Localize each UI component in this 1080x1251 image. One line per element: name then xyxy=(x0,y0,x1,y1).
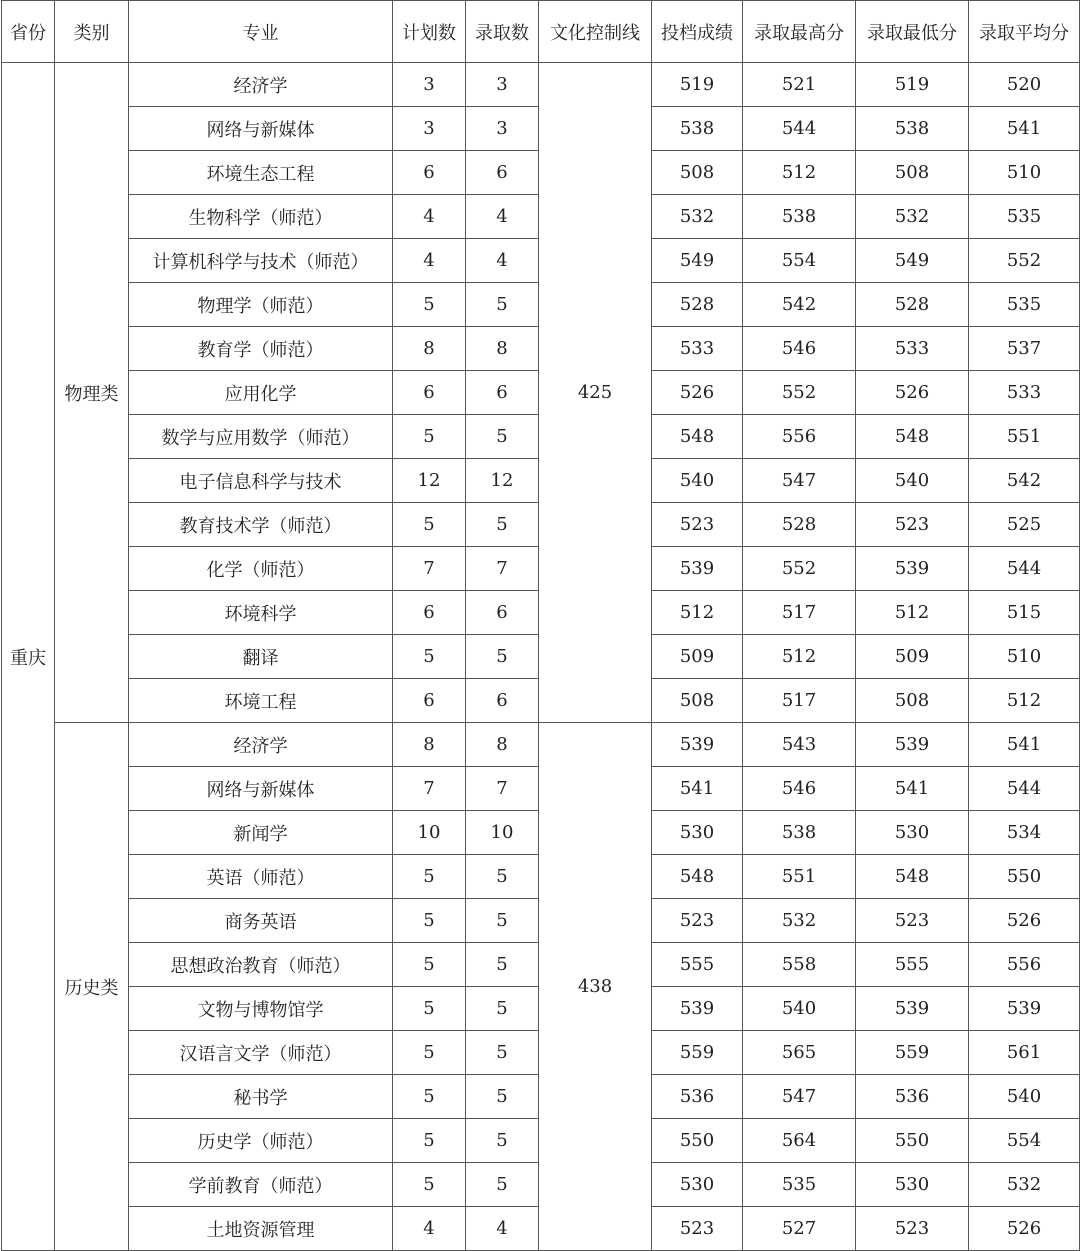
avg-score-cell: 551 xyxy=(969,415,1080,459)
avg-score-cell: 526 xyxy=(969,899,1080,943)
avg-score-cell: 532 xyxy=(969,1163,1080,1207)
avg-score-cell: 535 xyxy=(969,195,1080,239)
admitted-cell: 5 xyxy=(466,1075,539,1119)
admitted-cell: 10 xyxy=(466,811,539,855)
header-row xyxy=(2,1,1080,63)
admitted-cell: 4 xyxy=(466,239,539,283)
plan-cell: 5 xyxy=(393,987,466,1031)
admitted-cell: 3 xyxy=(466,107,539,151)
file-score-cell: 540 xyxy=(652,459,743,503)
file-score-cell: 541 xyxy=(652,767,743,811)
table-body xyxy=(2,63,1080,1251)
min-score-cell: 508 xyxy=(856,151,969,195)
min-score-cell: 548 xyxy=(856,415,969,459)
avg-score-cell: 539 xyxy=(969,987,1080,1031)
file-score-cell: 533 xyxy=(652,327,743,371)
min-score-cell: 530 xyxy=(856,811,969,855)
file-score-cell: 539 xyxy=(652,547,743,591)
min-score-cell: 509 xyxy=(856,635,969,679)
plan-cell: 7 xyxy=(393,767,466,811)
plan-cell: 8 xyxy=(393,327,466,371)
min-score-cell: 532 xyxy=(856,195,969,239)
plan-cell: 5 xyxy=(393,635,466,679)
file-score-cell: 508 xyxy=(652,151,743,195)
major-cell: 经济学 xyxy=(129,723,393,767)
file-score-cell: 536 xyxy=(652,1075,743,1119)
avg-score-cell: 512 xyxy=(969,679,1080,723)
max-score-cell: 517 xyxy=(743,679,856,723)
header-category: 类别 xyxy=(55,1,129,63)
major-cell: 翻译 xyxy=(129,635,393,679)
max-score-cell: 532 xyxy=(743,899,856,943)
min-score-cell: 549 xyxy=(856,239,969,283)
min-score-cell: 519 xyxy=(856,63,969,107)
admitted-cell: 12 xyxy=(466,459,539,503)
max-score-cell: 556 xyxy=(743,415,856,459)
major-cell: 思想政治教育（师范） xyxy=(129,943,393,987)
plan-cell: 5 xyxy=(393,943,466,987)
min-score-cell: 550 xyxy=(856,1119,969,1163)
max-score-cell: 552 xyxy=(743,547,856,591)
major-cell: 教育技术学（师范） xyxy=(129,503,393,547)
plan-cell: 3 xyxy=(393,63,466,107)
major-cell: 商务英语 xyxy=(129,899,393,943)
max-score-cell: 547 xyxy=(743,459,856,503)
plan-cell: 5 xyxy=(393,283,466,327)
avg-score-cell: 541 xyxy=(969,723,1080,767)
plan-cell: 5 xyxy=(393,1163,466,1207)
major-cell: 化学（师范） xyxy=(129,547,393,591)
min-score-cell: 523 xyxy=(856,899,969,943)
admitted-cell: 3 xyxy=(466,63,539,107)
min-score-cell: 508 xyxy=(856,679,969,723)
avg-score-cell: 542 xyxy=(969,459,1080,503)
admitted-cell: 6 xyxy=(466,679,539,723)
avg-score-cell: 535 xyxy=(969,283,1080,327)
control-line-cell: 438 xyxy=(539,723,652,1251)
max-score-cell: 512 xyxy=(743,635,856,679)
min-score-cell: 528 xyxy=(856,283,969,327)
file-score-cell: 539 xyxy=(652,987,743,1031)
major-cell: 环境生态工程 xyxy=(129,151,393,195)
file-score-cell: 550 xyxy=(652,1119,743,1163)
min-score-cell: 526 xyxy=(856,371,969,415)
plan-cell: 8 xyxy=(393,723,466,767)
admitted-cell: 5 xyxy=(466,1163,539,1207)
category-cell: 物理类 xyxy=(55,63,129,723)
min-score-cell: 555 xyxy=(856,943,969,987)
control-line-cell: 425 xyxy=(539,63,652,723)
file-score-cell: 528 xyxy=(652,283,743,327)
admitted-cell: 5 xyxy=(466,987,539,1031)
header-admitted: 录取数 xyxy=(466,1,539,63)
plan-cell: 6 xyxy=(393,591,466,635)
plan-cell: 6 xyxy=(393,679,466,723)
min-score-cell: 538 xyxy=(856,107,969,151)
max-score-cell: 547 xyxy=(743,1075,856,1119)
avg-score-cell: 552 xyxy=(969,239,1080,283)
min-score-cell: 539 xyxy=(856,547,969,591)
file-score-cell: 539 xyxy=(652,723,743,767)
header-avg-score: 录取平均分 xyxy=(969,1,1080,63)
max-score-cell: 564 xyxy=(743,1119,856,1163)
major-cell: 计算机科学与技术（师范） xyxy=(129,239,393,283)
min-score-cell: 541 xyxy=(856,767,969,811)
min-score-cell: 536 xyxy=(856,1075,969,1119)
min-score-cell: 539 xyxy=(856,987,969,1031)
file-score-cell: 519 xyxy=(652,63,743,107)
max-score-cell: 542 xyxy=(743,283,856,327)
file-score-cell: 523 xyxy=(652,1207,743,1251)
plan-cell: 10 xyxy=(393,811,466,855)
max-score-cell: 540 xyxy=(743,987,856,1031)
min-score-cell: 539 xyxy=(856,723,969,767)
file-score-cell: 523 xyxy=(652,899,743,943)
major-cell: 应用化学 xyxy=(129,371,393,415)
min-score-cell: 512 xyxy=(856,591,969,635)
plan-cell: 12 xyxy=(393,459,466,503)
admitted-cell: 6 xyxy=(466,371,539,415)
min-score-cell: 530 xyxy=(856,1163,969,1207)
admitted-cell: 5 xyxy=(466,283,539,327)
file-score-cell: 530 xyxy=(652,811,743,855)
plan-cell: 7 xyxy=(393,547,466,591)
avg-score-cell: 550 xyxy=(969,855,1080,899)
major-cell: 数学与应用数学（师范） xyxy=(129,415,393,459)
major-cell: 网络与新媒体 xyxy=(129,107,393,151)
file-score-cell: 523 xyxy=(652,503,743,547)
admitted-cell: 6 xyxy=(466,151,539,195)
admitted-cell: 5 xyxy=(466,855,539,899)
max-score-cell: 538 xyxy=(743,811,856,855)
max-score-cell: 565 xyxy=(743,1031,856,1075)
admitted-cell: 8 xyxy=(466,327,539,371)
avg-score-cell: 520 xyxy=(969,63,1080,107)
avg-score-cell: 554 xyxy=(969,1119,1080,1163)
admissions-table xyxy=(1,0,1080,1251)
major-cell: 历史学（师范） xyxy=(129,1119,393,1163)
max-score-cell: 546 xyxy=(743,767,856,811)
major-cell: 汉语言文学（师范） xyxy=(129,1031,393,1075)
min-score-cell: 523 xyxy=(856,1207,969,1251)
file-score-cell: 559 xyxy=(652,1031,743,1075)
max-score-cell: 527 xyxy=(743,1207,856,1251)
avg-score-cell: 561 xyxy=(969,1031,1080,1075)
max-score-cell: 551 xyxy=(743,855,856,899)
major-cell: 英语（师范） xyxy=(129,855,393,899)
header-plan: 计划数 xyxy=(393,1,466,63)
max-score-cell: 558 xyxy=(743,943,856,987)
admitted-cell: 5 xyxy=(466,1119,539,1163)
file-score-cell: 555 xyxy=(652,943,743,987)
header-min-score: 录取最低分 xyxy=(856,1,969,63)
header-province: 省份 xyxy=(2,1,55,63)
avg-score-cell: 510 xyxy=(969,635,1080,679)
admitted-cell: 4 xyxy=(466,1207,539,1251)
admitted-cell: 5 xyxy=(466,1031,539,1075)
category-cell: 历史类 xyxy=(55,723,129,1251)
min-score-cell: 548 xyxy=(856,855,969,899)
plan-cell: 4 xyxy=(393,1207,466,1251)
file-score-cell: 549 xyxy=(652,239,743,283)
plan-cell: 5 xyxy=(393,503,466,547)
table-row xyxy=(2,63,1080,107)
avg-score-cell: 556 xyxy=(969,943,1080,987)
file-score-cell: 508 xyxy=(652,679,743,723)
plan-cell: 5 xyxy=(393,1075,466,1119)
max-score-cell: 554 xyxy=(743,239,856,283)
major-cell: 土地资源管理 xyxy=(129,1207,393,1251)
major-cell: 新闻学 xyxy=(129,811,393,855)
major-cell: 经济学 xyxy=(129,63,393,107)
min-score-cell: 533 xyxy=(856,327,969,371)
major-cell: 环境工程 xyxy=(129,679,393,723)
avg-score-cell: 533 xyxy=(969,371,1080,415)
major-cell: 文物与博物馆学 xyxy=(129,987,393,1031)
major-cell: 电子信息科学与技术 xyxy=(129,459,393,503)
plan-cell: 6 xyxy=(393,151,466,195)
file-score-cell: 548 xyxy=(652,415,743,459)
max-score-cell: 543 xyxy=(743,723,856,767)
plan-cell: 5 xyxy=(393,415,466,459)
avg-score-cell: 544 xyxy=(969,767,1080,811)
plan-cell: 4 xyxy=(393,195,466,239)
max-score-cell: 528 xyxy=(743,503,856,547)
file-score-cell: 530 xyxy=(652,1163,743,1207)
avg-score-cell: 510 xyxy=(969,151,1080,195)
header-major: 专业 xyxy=(129,1,393,63)
max-score-cell: 512 xyxy=(743,151,856,195)
major-cell: 生物科学（师范） xyxy=(129,195,393,239)
header-max-score: 录取最高分 xyxy=(743,1,856,63)
max-score-cell: 517 xyxy=(743,591,856,635)
admitted-cell: 5 xyxy=(466,415,539,459)
avg-score-cell: 526 xyxy=(969,1207,1080,1251)
avg-score-cell: 544 xyxy=(969,547,1080,591)
avg-score-cell: 540 xyxy=(969,1075,1080,1119)
major-cell: 学前教育（师范） xyxy=(129,1163,393,1207)
header-file-score: 投档成绩 xyxy=(652,1,743,63)
table-row xyxy=(2,723,1080,767)
min-score-cell: 559 xyxy=(856,1031,969,1075)
avg-score-cell: 541 xyxy=(969,107,1080,151)
max-score-cell: 544 xyxy=(743,107,856,151)
plan-cell: 5 xyxy=(393,1119,466,1163)
admitted-cell: 6 xyxy=(466,591,539,635)
admitted-cell: 7 xyxy=(466,547,539,591)
admitted-cell: 7 xyxy=(466,767,539,811)
admitted-cell: 5 xyxy=(466,943,539,987)
plan-cell: 3 xyxy=(393,107,466,151)
max-score-cell: 521 xyxy=(743,63,856,107)
avg-score-cell: 525 xyxy=(969,503,1080,547)
plan-cell: 5 xyxy=(393,899,466,943)
admitted-cell: 5 xyxy=(466,635,539,679)
plan-cell: 4 xyxy=(393,239,466,283)
province-cell: 重庆 xyxy=(2,63,55,1251)
admitted-cell: 8 xyxy=(466,723,539,767)
max-score-cell: 535 xyxy=(743,1163,856,1207)
avg-score-cell: 515 xyxy=(969,591,1080,635)
plan-cell: 5 xyxy=(393,1031,466,1075)
min-score-cell: 540 xyxy=(856,459,969,503)
file-score-cell: 526 xyxy=(652,371,743,415)
file-score-cell: 548 xyxy=(652,855,743,899)
max-score-cell: 546 xyxy=(743,327,856,371)
file-score-cell: 512 xyxy=(652,591,743,635)
major-cell: 环境科学 xyxy=(129,591,393,635)
file-score-cell: 509 xyxy=(652,635,743,679)
max-score-cell: 552 xyxy=(743,371,856,415)
max-score-cell: 538 xyxy=(743,195,856,239)
admitted-cell: 5 xyxy=(466,503,539,547)
avg-score-cell: 537 xyxy=(969,327,1080,371)
avg-score-cell: 534 xyxy=(969,811,1080,855)
admitted-cell: 5 xyxy=(466,899,539,943)
header-control-line: 文化控制线 xyxy=(539,1,652,63)
major-cell: 教育学（师范） xyxy=(129,327,393,371)
file-score-cell: 532 xyxy=(652,195,743,239)
major-cell: 秘书学 xyxy=(129,1075,393,1119)
major-cell: 网络与新媒体 xyxy=(129,767,393,811)
admitted-cell: 4 xyxy=(466,195,539,239)
min-score-cell: 523 xyxy=(856,503,969,547)
plan-cell: 6 xyxy=(393,371,466,415)
plan-cell: 5 xyxy=(393,855,466,899)
major-cell: 物理学（师范） xyxy=(129,283,393,327)
file-score-cell: 538 xyxy=(652,107,743,151)
